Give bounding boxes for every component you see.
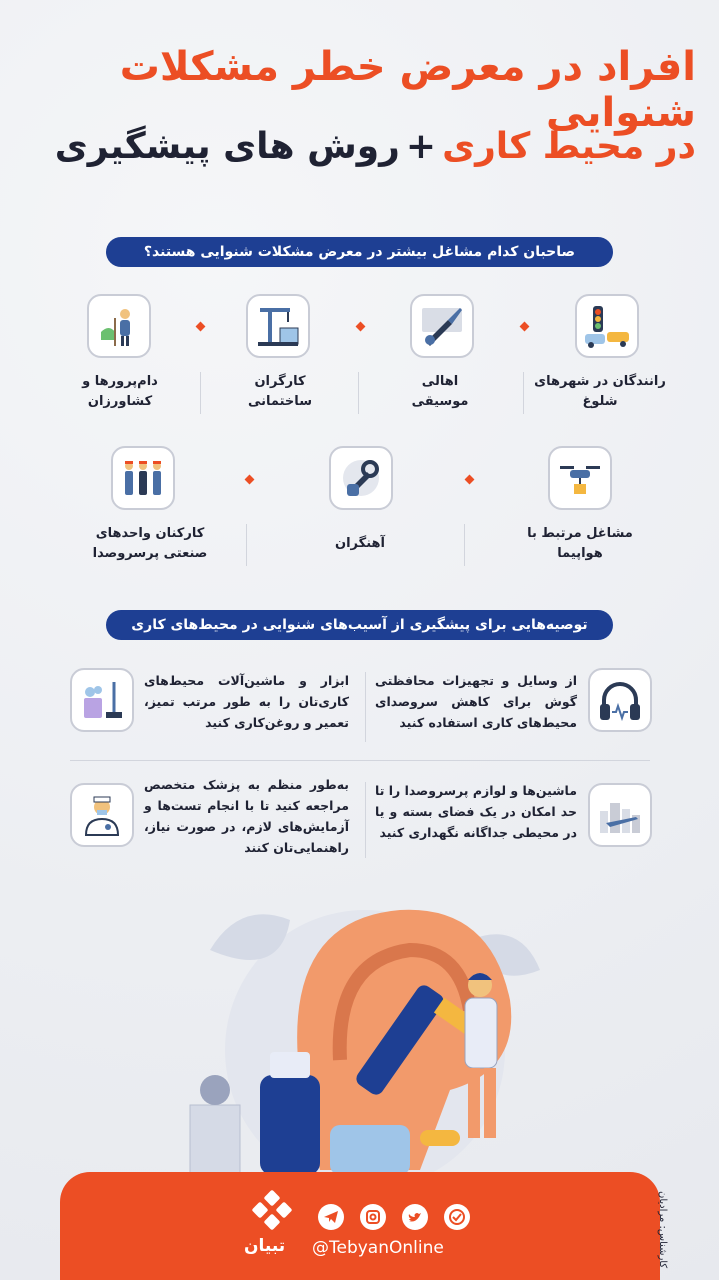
subtitle-red: در محیط کاری	[442, 126, 696, 167]
wrench-icon	[329, 446, 393, 510]
headphones-icon	[588, 668, 652, 732]
instagram-icon[interactable]	[360, 1204, 386, 1230]
doctor-icon	[70, 783, 134, 847]
divider	[464, 524, 465, 566]
job-label: رانندگان در شهرهای شلوغ	[534, 374, 666, 409]
city-icon	[588, 783, 652, 847]
footer-bar	[60, 1172, 660, 1280]
construction-icon	[246, 294, 310, 358]
job-label: کارگران ساختمانی	[248, 374, 312, 409]
social-handle[interactable]: @TebyanOnline	[312, 1238, 444, 1258]
separator-dot	[245, 475, 255, 485]
twitter-icon[interactable]	[402, 1204, 428, 1230]
credit-text: کارشناس: مرادیان	[657, 1190, 668, 1268]
farmer-icon	[87, 294, 151, 358]
divider	[358, 372, 359, 414]
separator-dot	[356, 322, 366, 332]
job-label: مشاغل مرتبط با هواپیما	[527, 526, 633, 561]
drone-icon	[548, 446, 612, 510]
tebyan-logo-icon	[252, 1190, 292, 1230]
subtitle	[20, 126, 696, 167]
separator-dot	[465, 475, 475, 485]
section1-heading: صاحبان کدام مشاغل بیشتر در معرض مشکلات شنوایی هستند؟	[106, 237, 613, 267]
tip-text: از وسایل و تجهیزات محافظتی گوش برای کاهش سروصدای محیط‌های کاری استفاده کنید	[375, 673, 577, 730]
guitar-icon	[410, 294, 474, 358]
cleaning-icon	[70, 668, 134, 732]
divider	[523, 372, 524, 414]
brand-name: تبیان	[244, 1236, 286, 1256]
tip-text: ابزار و ماشین‌آلات محیط‌های کاری‌تان را به طور مرتب تمیز، تعمیر و روغن‌کاری کنید	[144, 673, 349, 730]
section2-heading: توصیه‌هایی برای پیشگیری از آسیب‌های شنوایی در محیط‌های کاری	[106, 610, 613, 640]
divider	[200, 372, 201, 414]
job-label: آهنگران	[335, 536, 385, 551]
main-title: افراد در معرض خطر مشکلات شنوایی	[119, 44, 696, 136]
ear-doctor-illustration	[150, 880, 580, 1180]
divider	[246, 524, 247, 566]
telegram-icon[interactable]	[318, 1204, 344, 1230]
separator-dot	[520, 322, 530, 332]
subtitle-plus: +	[405, 126, 437, 167]
job-label: دام‌پرورها و کشاورزان	[82, 374, 158, 409]
divider	[70, 760, 650, 761]
traffic-icon	[575, 294, 639, 358]
check-icon[interactable]	[444, 1204, 470, 1230]
tip-text: ماشین‌ها و لوازم پرسروصدا را تا حد امکان در یک فضای بسته و یا در محیطی جداگانه نگهداری کنید	[375, 783, 577, 840]
separator-dot	[196, 322, 206, 332]
job-label: کارکنان واحدهای صنعتی پرسروصدا	[92, 526, 208, 561]
subtitle-dark: روش های پیشگیری	[54, 126, 400, 167]
divider	[365, 782, 366, 858]
workers-icon	[111, 446, 175, 510]
tip-text: به‌طور منظم به پزشک متخصص مراجعه کنید تا با انجام تست‌ها و آزمایش‌های لازم، در صورت نیاز، راهنمایی‌تان کنند	[144, 777, 349, 855]
job-label: اهالی موسیقی	[411, 374, 469, 409]
divider	[365, 672, 366, 742]
